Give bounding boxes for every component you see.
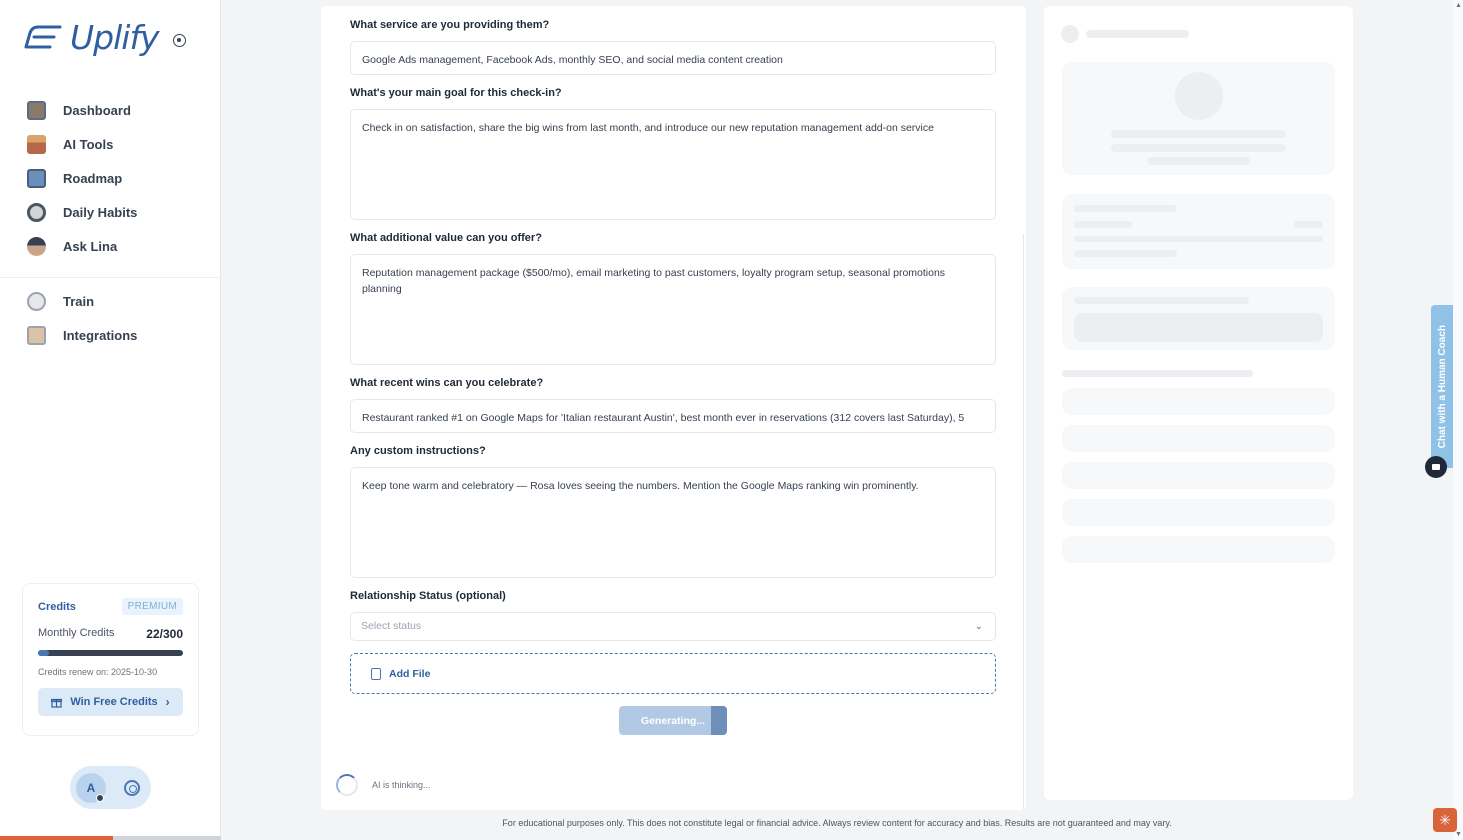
disclaimer: For educational purposes only. This does not constitute legal or financial advice. Always review content for accuracy and bias. Results are not guaranteed and may vary. — [502, 818, 1172, 828]
integrations-icon — [27, 326, 46, 345]
win-free-credits-button[interactable] — [38, 688, 183, 716]
ai-thinking-text: AI is thinking... — [372, 780, 431, 790]
sidebar-item-dashboard[interactable] — [0, 93, 221, 127]
skeleton-card — [1062, 194, 1335, 269]
value-offer-label: What additional value can you offer? — [350, 232, 542, 244]
chat-tab-label: Chat with a Human Coach — [1436, 324, 1448, 449]
sidebar-item-ai-tools[interactable] — [0, 127, 221, 161]
logo[interactable] — [24, 18, 186, 57]
loading-strip — [0, 836, 113, 840]
add-file-button[interactable] — [350, 653, 996, 694]
check-in-form — [321, 6, 1026, 810]
credits-progress-bar — [38, 650, 183, 656]
sidebar-item-label: Daily Habits — [63, 204, 138, 220]
skeleton-card — [1062, 62, 1335, 175]
ai-tools-icon — [27, 135, 46, 154]
skeleton-avatar — [1061, 25, 1079, 43]
value-offer-textarea[interactable]: Reputation management package ($500/mo), email marketing to past customers, loyalty program setup, seasonal promotions planning — [350, 254, 996, 365]
sidebar-item-label: Integrations — [63, 327, 138, 343]
sidebar-item-label: AI Tools — [63, 136, 114, 152]
monthly-credits-value: 22/300 — [146, 627, 183, 641]
skeleton-line — [1294, 221, 1323, 228]
generate-progress-stripe — [711, 706, 727, 735]
skeleton-row — [1062, 388, 1335, 415]
wins-label: What recent wins can you celebrate? — [350, 377, 544, 389]
service-input[interactable]: Google Ads management, Facebook Ads, monthly SEO, and social media content creation — [350, 41, 996, 75]
plan-badge: PREMIUM — [122, 598, 183, 615]
generate-button[interactable] — [619, 706, 727, 735]
instructions-label: Any custom instructions? — [350, 445, 486, 457]
ai-thinking-indicator — [336, 774, 431, 796]
goal-textarea[interactable]: Check in on satisfaction, share the big wins from last month, and introduce our new reputation management add-on service — [350, 109, 996, 220]
brand-name: Uplify — [70, 18, 159, 57]
skeleton-card — [1062, 287, 1335, 350]
instructions-textarea[interactable]: Keep tone warm and celebratory — Rosa loves seeing the numbers. Mention the Google Maps ranking win prominently. — [350, 467, 996, 578]
chevron-down-icon: ⌄ — [974, 621, 983, 632]
skeleton-row — [1062, 462, 1335, 489]
monthly-credits-label: Monthly Credits — [38, 627, 115, 639]
skeleton-line — [1074, 297, 1249, 304]
spinner-icon — [336, 774, 358, 796]
collapse-icon[interactable] — [173, 34, 186, 47]
preview-panel-skeleton — [1044, 6, 1353, 800]
generate-button-label: Generating... — [640, 714, 706, 727]
logo-mark-icon — [24, 21, 64, 55]
chat-bubble-icon[interactable] — [1425, 456, 1447, 478]
skeleton-line — [1074, 221, 1132, 228]
gift-icon — [51, 697, 62, 708]
scroll-down-icon[interactable]: ▼ — [1455, 831, 1462, 838]
sidebar-item-integrations[interactable] — [0, 318, 221, 352]
chat-with-coach-tab[interactable] — [1431, 305, 1453, 468]
file-icon — [371, 668, 381, 680]
user-menu — [70, 766, 151, 809]
avatar[interactable]: A — [76, 773, 106, 803]
credits-progress-fill — [38, 650, 49, 656]
sidebar-item-label: Train — [63, 293, 95, 309]
win-free-credits-label: Win Free Credits — [70, 696, 158, 708]
skeleton-row — [1062, 425, 1335, 452]
skeleton-line — [1086, 30, 1189, 38]
credits-renew-date: Credits renew on: 2025-10-30 — [38, 667, 158, 677]
skeleton-line — [1074, 236, 1323, 242]
skeleton-line — [1074, 205, 1177, 212]
goal-label: What's your main goal for this check-in? — [350, 87, 562, 99]
sidebar-item-label: Roadmap — [63, 170, 123, 186]
status-placeholder: Select status — [361, 620, 422, 632]
sidebar — [0, 0, 221, 840]
skeleton-circle — [1175, 72, 1223, 120]
gear-icon[interactable] — [124, 780, 140, 796]
sidebar-item-train[interactable] — [0, 284, 221, 318]
daily-habits-icon — [27, 203, 46, 222]
nav-divider — [0, 277, 221, 278]
wins-input[interactable]: Restaurant ranked #1 on Google Maps for 'Italian restaurant Austin', best month ever in reservations (312 covers last Saturday), 5 — [350, 399, 996, 433]
roadmap-icon — [27, 169, 46, 188]
skeleton-line — [1062, 370, 1253, 377]
scroll-up-icon[interactable]: ▲ — [1455, 2, 1462, 9]
skeleton-block — [1074, 313, 1323, 342]
train-icon — [27, 292, 46, 311]
page-scrollbar[interactable] — [1453, 0, 1463, 840]
skeleton-line — [1111, 144, 1286, 152]
main-nav — [0, 93, 221, 352]
loading-strip-track — [113, 836, 221, 840]
sidebar-item-daily-habits[interactable] — [0, 195, 221, 229]
service-label: What service are you providing them? — [350, 19, 550, 31]
sparkle-icon[interactable]: ✳ — [1433, 808, 1457, 832]
ask-lina-icon — [27, 237, 46, 256]
status-select[interactable] — [350, 612, 996, 641]
credits-card — [22, 583, 199, 736]
credits-title: Credits — [38, 600, 76, 613]
skeleton-row — [1062, 536, 1335, 563]
dashboard-icon — [27, 101, 46, 120]
status-label: Relationship Status (optional) — [350, 590, 506, 602]
chevron-right-icon: › — [165, 695, 170, 709]
sidebar-item-roadmap[interactable] — [0, 161, 221, 195]
skeleton-line — [1074, 250, 1177, 257]
skeleton-line — [1111, 130, 1286, 138]
sidebar-item-label: Dashboard — [63, 102, 131, 118]
sidebar-item-label: Ask Lina — [63, 238, 118, 254]
sidebar-item-ask-lina[interactable] — [0, 229, 221, 263]
form-scrollbar[interactable] — [1023, 234, 1024, 809]
skeleton-row — [1062, 499, 1335, 526]
skeleton-line — [1147, 157, 1250, 165]
add-file-label: Add File — [389, 667, 431, 680]
